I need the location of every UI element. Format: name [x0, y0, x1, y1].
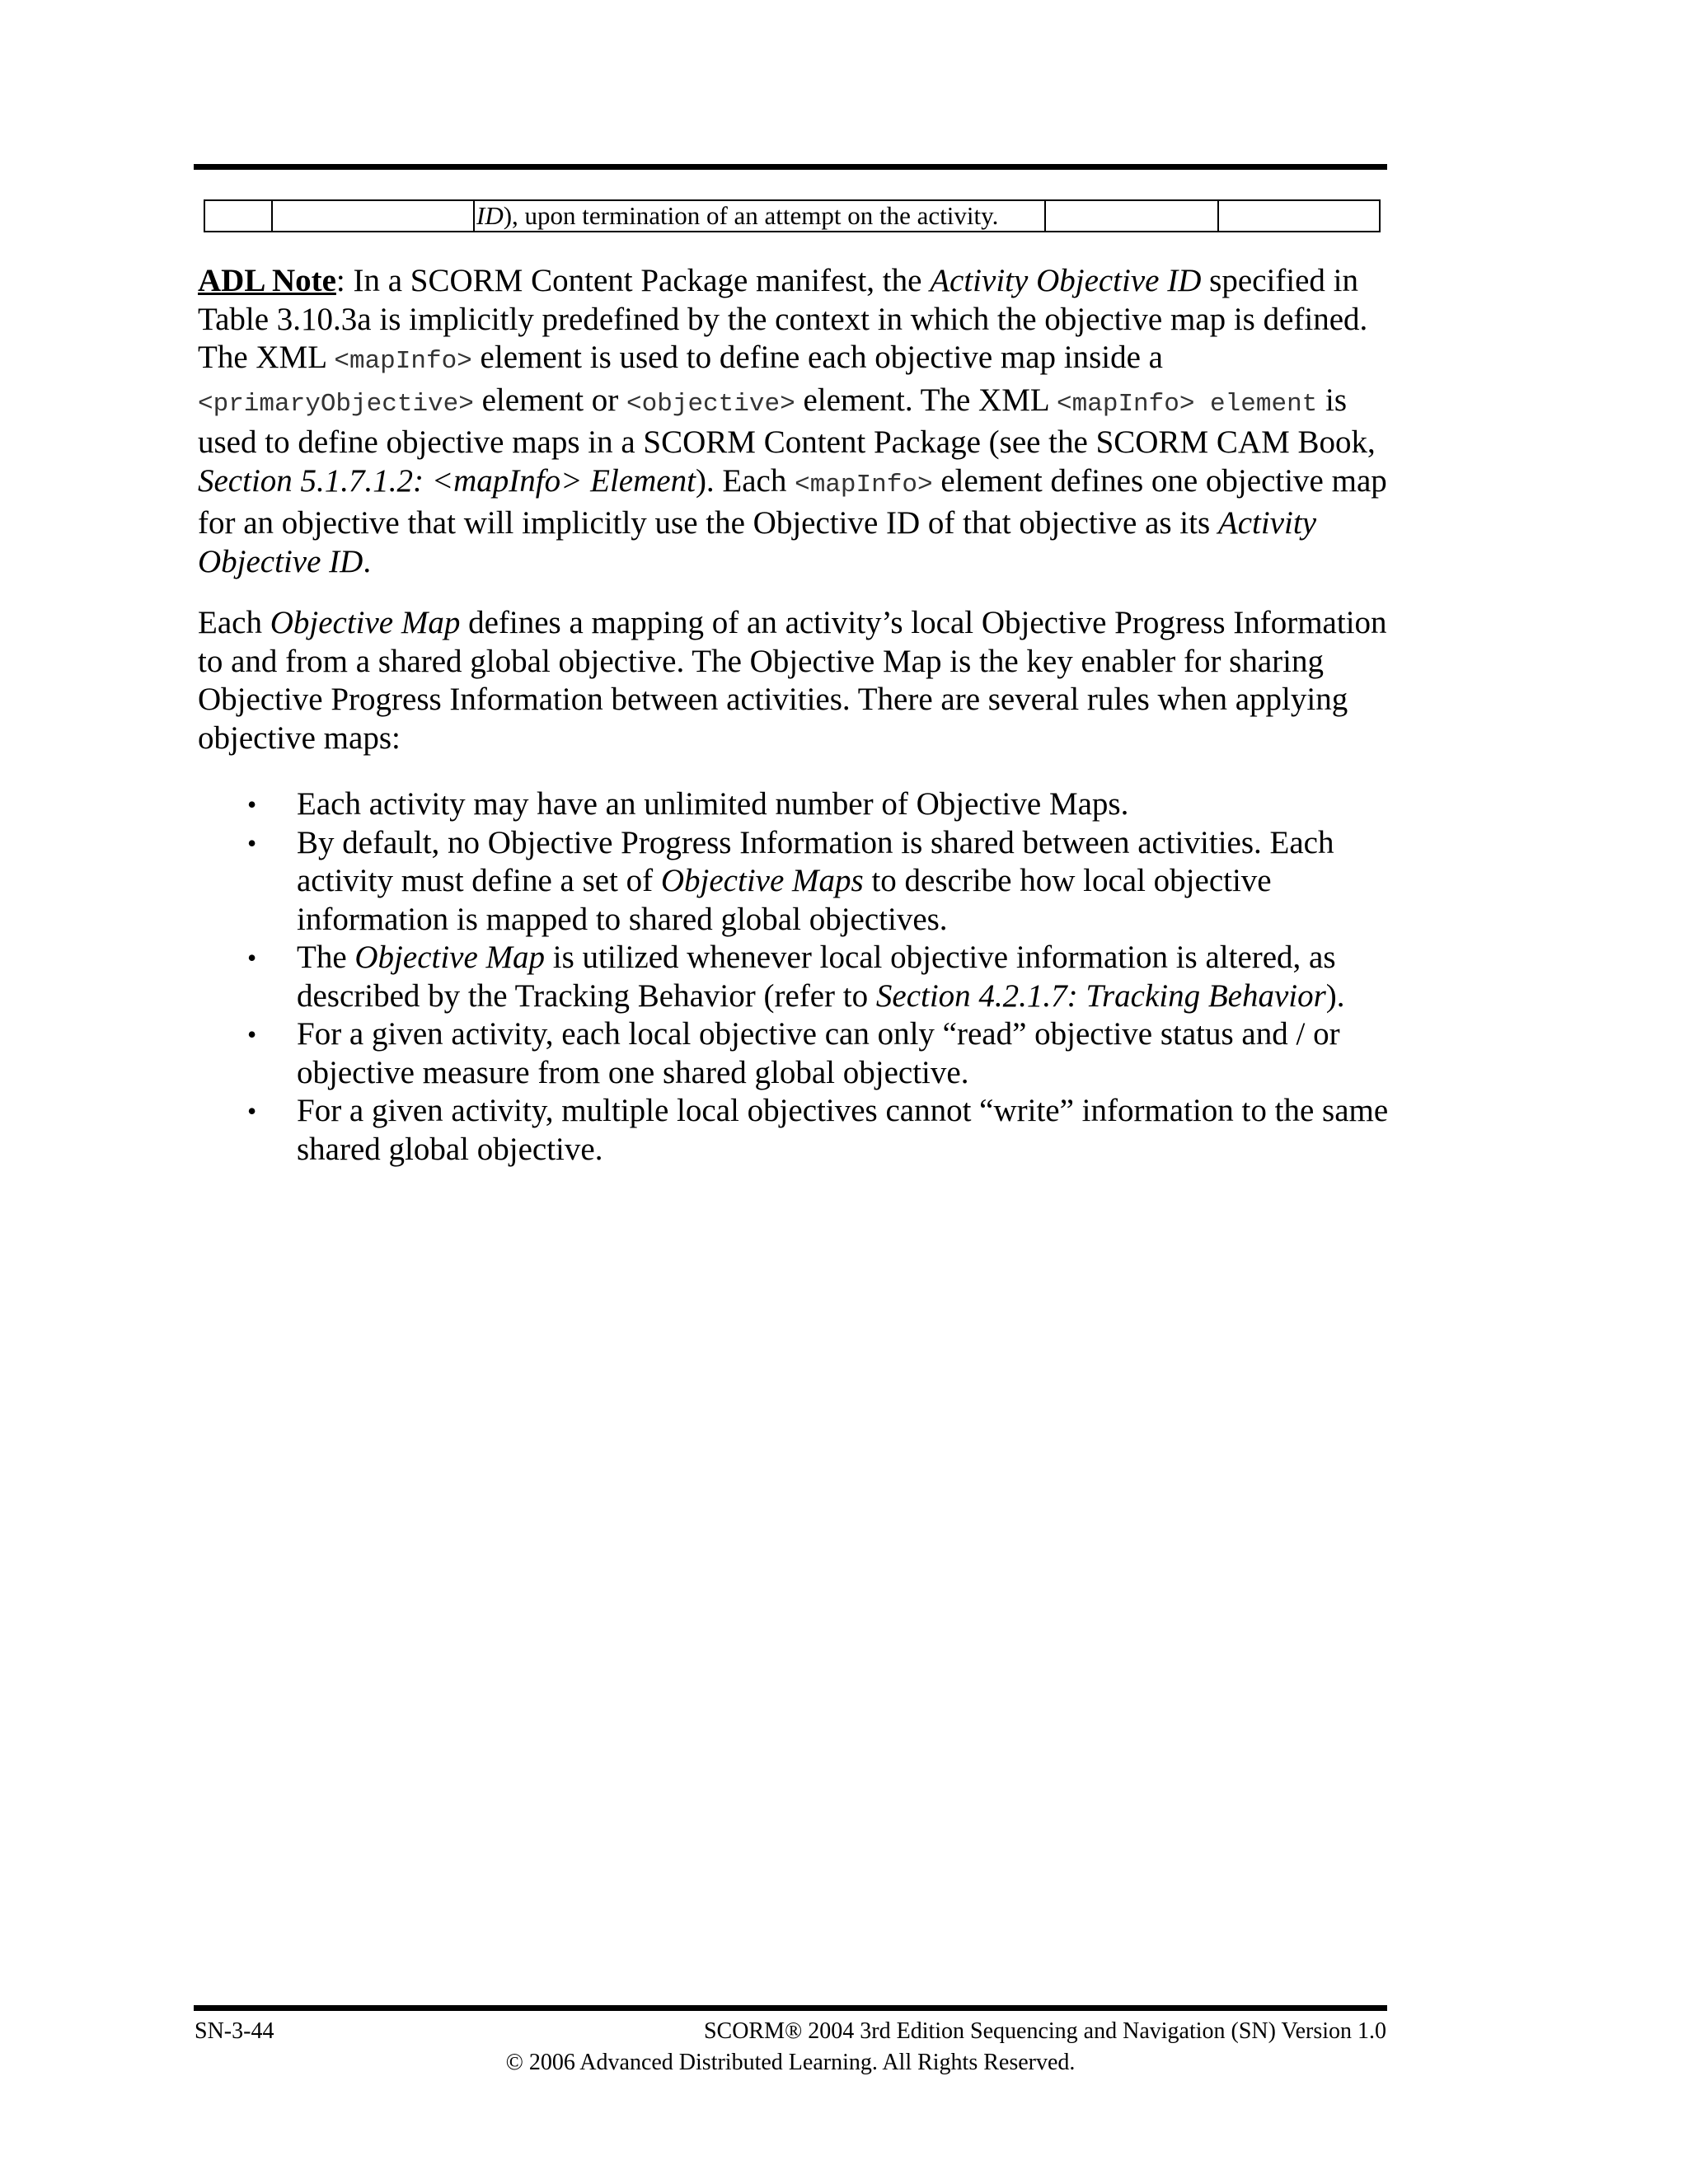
italic-run: Activity Objective ID	[198, 505, 1317, 579]
bullet-icon: •	[247, 1096, 257, 1126]
page-number: SN-3-44	[195, 2018, 274, 2044]
code-run: <mapInfo>	[334, 347, 472, 376]
table-row	[204, 200, 1380, 232]
text-run: : In a SCORM Content Package manifest, the	[335, 263, 931, 298]
table-cell	[474, 200, 1045, 232]
bullet-icon: •	[247, 1019, 257, 1049]
text-run: For a given activity, each local objective can only “read” objective status and / or objective measure from one shared global objective.	[297, 1016, 1340, 1090]
copyright-notice: © 2006 Advanced Distributed Learning. All Rights Reserved.	[505, 2050, 1076, 2075]
italic-run: Activity Objective ID	[930, 263, 1202, 298]
text-run: .	[363, 543, 372, 579]
text-run: ). Each	[695, 462, 795, 499]
rules-list	[198, 785, 1393, 1169]
adl-note-label: ADL Note	[198, 263, 336, 298]
page-body	[198, 262, 1393, 1169]
text-run: element defines one objective map for an objective that will implicitly use the Objective ID of that objective as its	[198, 462, 1387, 541]
document-title: SCORM® 2004 3rd Edition Sequencing and Navigation (SN) Version 1.0	[703, 2018, 1386, 2044]
italic-run: Objective Maps	[660, 863, 864, 898]
text-run: For a given activity, multiple local objectives cannot “write” information to the same shared global objective.	[297, 1093, 1389, 1167]
code-run: <mapInfo> element	[1057, 389, 1318, 419]
cell-italic-text: ID	[476, 201, 504, 230]
list-item	[198, 939, 1393, 1015]
list-item	[198, 1015, 1393, 1092]
italic-run: Objective Map	[354, 940, 546, 975]
text-run: specified in Table 3.10.3a is implicitly predefined by the context in which the objective map is defined. The XML	[198, 263, 1368, 375]
list-item	[198, 1092, 1393, 1169]
code-run: <mapInfo>	[795, 470, 933, 499]
adl-note-paragraph	[198, 262, 1393, 581]
objective-map-paragraph	[198, 604, 1393, 757]
table-continuation	[204, 199, 1381, 232]
bullet-icon: •	[247, 943, 257, 972]
text-run: element is used to define each objective map inside a	[471, 340, 1163, 375]
table-cell	[204, 200, 272, 232]
code-run: <primaryObjective>	[198, 389, 474, 419]
cell-text: ), upon termination of an attempt on the activity.	[503, 201, 999, 230]
text-run: element or	[473, 382, 627, 418]
table-cell	[1218, 200, 1380, 232]
bullet-icon: •	[247, 790, 257, 819]
footer-rule	[194, 2005, 1387, 2011]
italic-run: Section 4.2.1.7: Tracking Behavior	[875, 977, 1326, 1014]
text-run: ).	[1325, 977, 1345, 1014]
italic-run: Objective Map	[270, 605, 461, 640]
table-cell	[272, 200, 474, 232]
text-run: The	[297, 940, 355, 975]
text-run: is utilized whenever local objective information is altered, as described by the Tracking Behavior (refer to	[297, 940, 1336, 1014]
text-run: Each	[198, 605, 270, 640]
text-run: Each activity may have an unlimited number of Objective Maps.	[297, 786, 1129, 822]
list-item	[198, 824, 1393, 940]
text-run: element. The XML	[795, 382, 1057, 418]
text-run: defines a mapping of an activity’s local Objective Progress Information to and from a shared global objective. The Objective Map is the key enabler for sharing Objective Progress Information between activities. There are several rules when applying objective maps:	[198, 605, 1387, 756]
text-run: is used to define objective maps in a SCORM Content Package (see the SCORM CAM Book,	[198, 382, 1376, 460]
text-run: By default, no Objective Progress Information is shared between activities. Each activity must define a set of	[297, 824, 1334, 898]
table-cell	[1045, 200, 1218, 232]
italic-run: Section 5.1.7.1.2: <mapInfo> Element	[198, 462, 696, 499]
header-rule	[194, 164, 1387, 170]
bullet-icon: •	[247, 827, 257, 858]
code-run: <objective>	[626, 389, 795, 419]
list-item	[198, 785, 1393, 824]
text-run: to describe how local objective information is mapped to shared global objectives.	[297, 863, 1272, 937]
